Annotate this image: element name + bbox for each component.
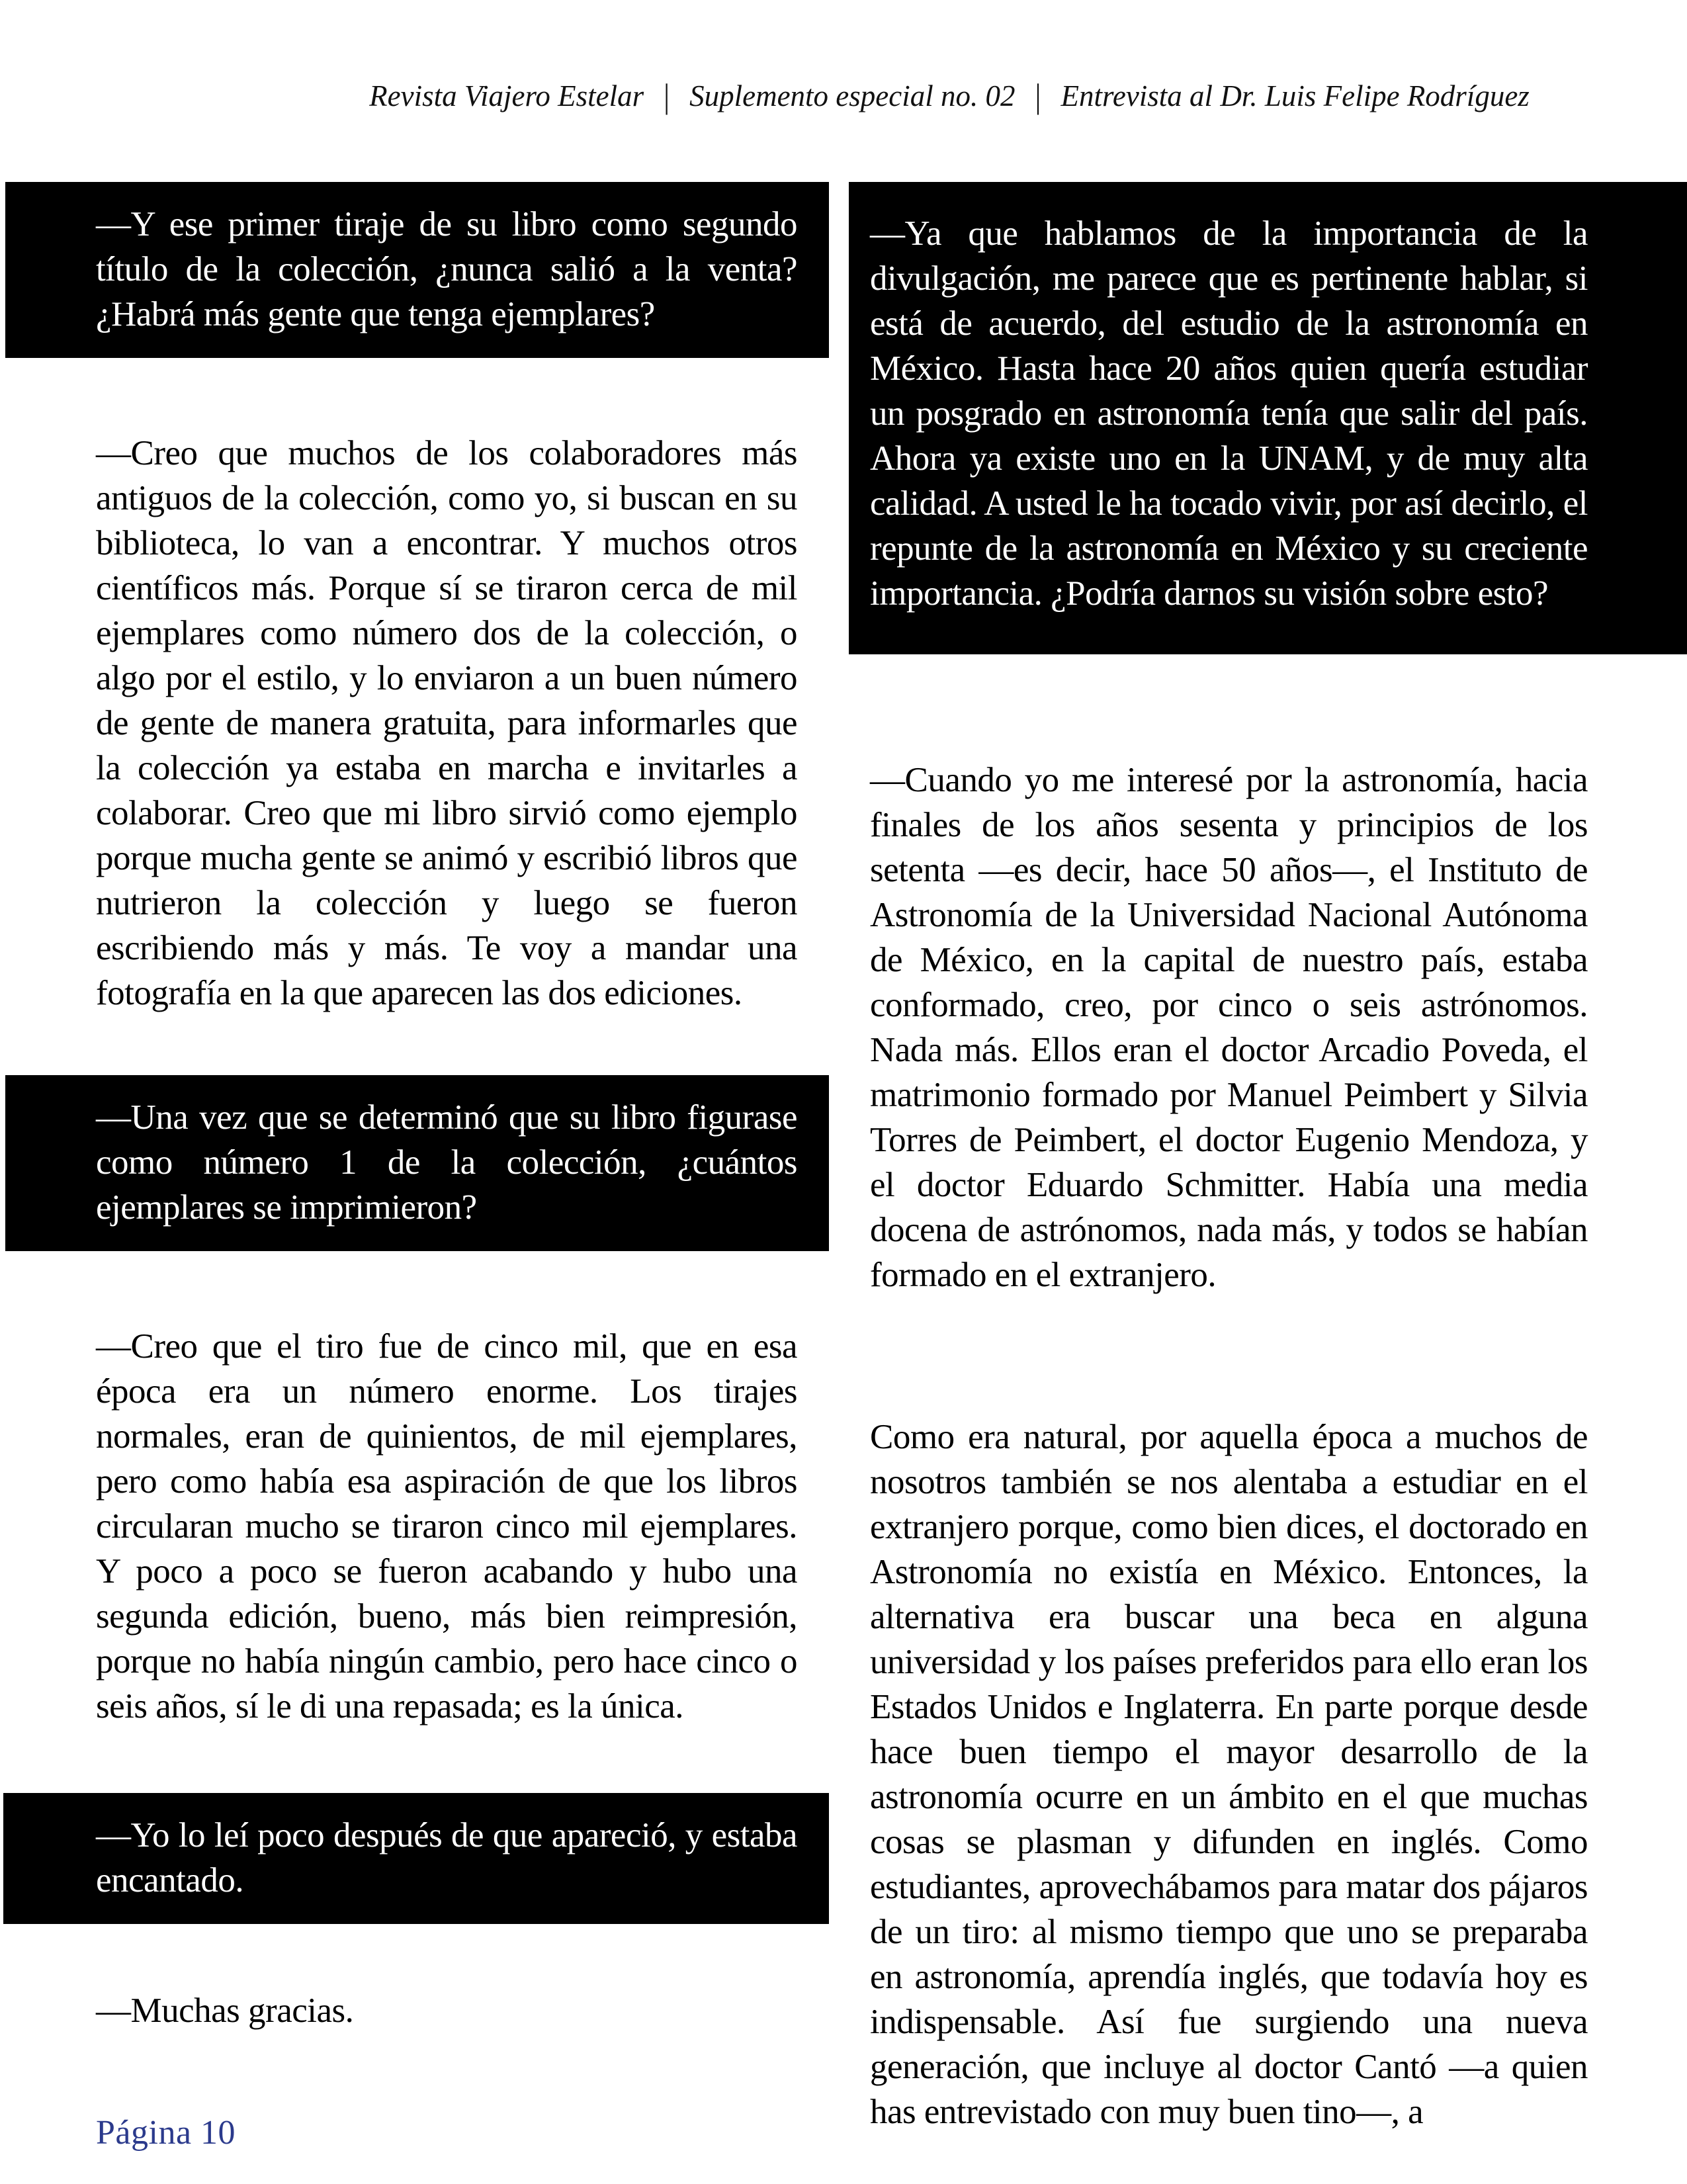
header-magazine-title: Revista Viajero Estelar	[369, 79, 644, 112]
interviewer-question-4-text: —Ya que hablamos de la importancia de la divulgación, me parece que es pertinente hablar, si está de acuerdo, del estudio de la astronomía en México. Hasta hace 20 años quien quería estudiar un posgrado en astronomía tenía que salir del país. Ahora ya existe uno en la UNAM, y de muy alta calidad. A usted le ha tocado vivir, por así decirlo, el repunte de la astronomía en México y su creciente importancia. ¿Podría darnos su visión sobre esto?	[870, 214, 1588, 613]
interviewer-question-block-3	[3, 1793, 829, 1924]
interviewer-question-3-text: —Yo lo leí poco después de que apareció, y estaba encantado.	[96, 1816, 797, 1900]
interviewer-question-block-4	[849, 182, 1687, 654]
header-divider-icon: |	[664, 77, 670, 115]
interviewee-answer-1-text: —Creo que muchos de los colaboradores más antiguos de la colección, como yo, si buscan en su biblioteca, lo van a encontrar. Y muchos otros científicos más. Porque sí se tiraron cerca de mil ejemplares como número dos de la colección, o algo por el estilo, y lo enviaron a un buen número de gente de manera gratuita, para informarles que la colección ya estaba en marcha e invitarles a colaborar. Creo que mi libro sirvió como ejemplo porque mucha gente se animó y escribió libros que nutrieron la colección y luego se fueron escribiendo más y más. Te voy a mandar una fotografía en la que aparecen las dos ediciones.	[96, 434, 797, 1012]
interviewer-question-block-1	[5, 182, 829, 358]
interviewee-answer-4-paragraph-1: —Cuando yo me interesé por la astronomía, hacia finales de los años sesenta y principios de los setenta —es decir, hace 50 años—, el Instituto de Astronomía de la Universidad Nacional Autónoma de México, en la capital de nuestro país, estaba conformado, creo, por cinco o seis astrónomos. Nada más. Ellos eran el doctor Arcadio Poveda, el matrimonio formado por Manuel Peimbert y Silvia Torres de Peimbert, el doctor Eugenio Mendoza, y el doctor Eduardo Schmitter. Había una media docena de astrónomos, nada más, y todos se habían formado en el extranjero.	[870, 761, 1588, 1294]
header-article-title: Entrevista al Dr. Luis Felipe Rodríguez	[1060, 79, 1530, 112]
interviewee-answer-2-text: —Creo que el tiro fue de cinco mil, que en esa época era un número enorme. Los tirajes normales, eran de quinientos, de mil ejemplares, pero como había esa aspiración de que los libros circularan mucho se tiraron cinco mil ejemplares. Y poco a poco se fueron acabando y hubo una segunda edición, bueno, más bien reimpresión, porque no había ningún cambio, pero hace cinco o seis años, sí le di una repasada; es la única.	[96, 1327, 797, 1725]
interviewer-question-2-text: —Una vez que se determinó que su libro figurase como número 1 de la colección, ¿cuántos ejemplares se imprimieron?	[96, 1098, 797, 1227]
running-header	[288, 77, 1611, 115]
header-supplement-title: Suplemento especial no. 02	[689, 79, 1016, 112]
page-number: Página 10	[96, 2114, 236, 2152]
interviewer-question-1-text: —Y ese primer tiraje de su libro como segundo título de la colección, ¿nunca salió a la venta? ¿Habrá más gente que tenga ejemplares?	[96, 205, 797, 333]
interviewee-answer-3-text: —Muchas gracias.	[96, 1991, 354, 2030]
header-divider-icon: |	[1035, 77, 1041, 115]
interviewee-answer-4-paragraph-2: Como era natural, por aquella época a muchos de nosotros también se nos alentaba a estudiar en el extranjero porque, como bien dices, el doctorado en Astronomía no existía en México. Entonces, la alternativa era buscar una beca en alguna universidad y los países preferidos para ello eran los Estados Unidos e Inglaterra. En parte porque desde hace buen tiempo el mayor desarrollo de la astronomía ocurre en un ámbito en el que muchas cosas se plasman y difunden en inglés. Como estudiantes, aprovechábamos para matar dos pájaros de un tiro: al mismo tiempo que uno se preparaba en astronomía, aprendía inglés, que todavía hoy es indispensable. Así fue surgiendo una nueva generación, que incluye al doctor Cantó —a quien has entrevistado con muy buen tino—, a	[870, 1418, 1588, 2131]
interviewer-question-block-2	[5, 1075, 829, 1251]
